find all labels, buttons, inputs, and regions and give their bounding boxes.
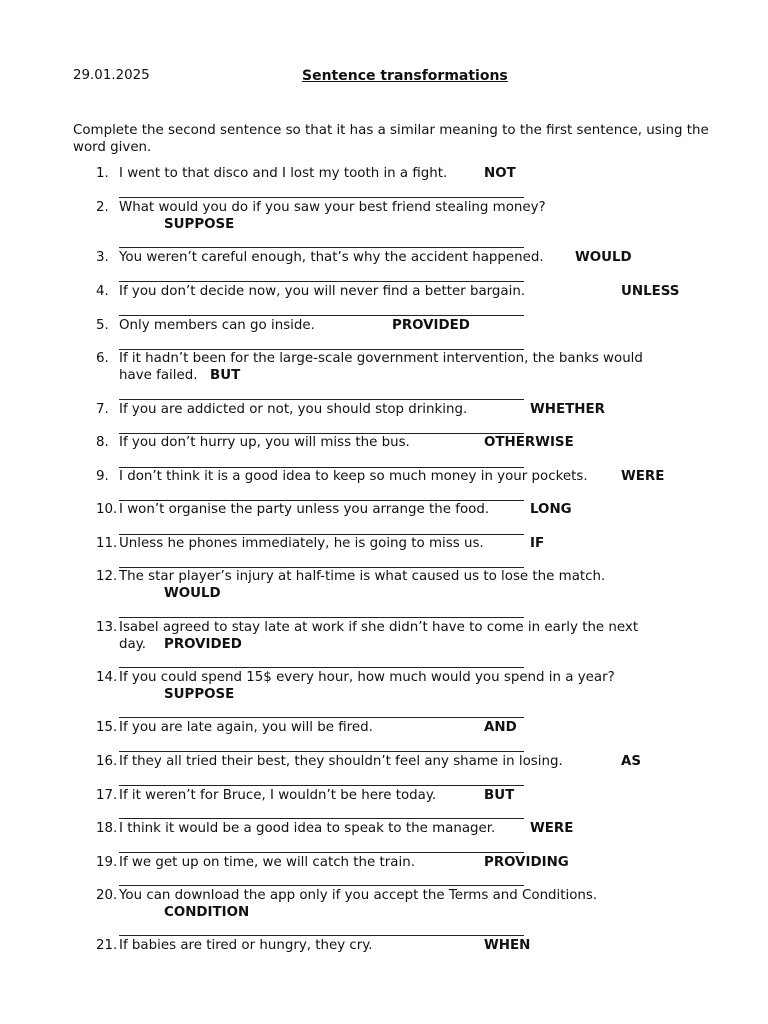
item-number: 6. [96,351,109,366]
keyword: SUPPOSE [164,217,235,232]
answer-line[interactable] [119,534,524,535]
item-sentence-continued: day. [119,637,146,652]
keyword: BUT [484,788,515,803]
answer-line[interactable] [119,667,524,668]
item-sentence: If they all tried their best, they shouldn’t feel any shame in losing. [119,754,563,769]
answer-line[interactable] [119,197,524,198]
item-sentence: Isabel agreed to stay late at work if she didn’t have to come in early the next [119,620,639,635]
answer-line[interactable] [119,399,524,400]
item-sentence: If we get up on time, we will catch the train. [119,855,415,870]
keyword: CONDITION [164,905,250,920]
answer-line[interactable] [119,751,524,752]
answer-line[interactable] [119,935,524,936]
keyword: SUPPOSE [164,687,235,702]
item-number: 19. [96,855,118,870]
item-sentence: You can download the app only if you accept the Terms and Conditions. [119,888,598,903]
keyword: WOULD [575,250,632,265]
item-number: 3. [96,250,109,265]
item-sentence: If babies are tired or hungry, they cry. [119,938,373,953]
item-sentence: I think it would be a good idea to speak to the manager. [119,821,496,836]
item-number: 4. [96,284,109,299]
item-number: 2. [96,200,109,215]
date: 29.01.2025 [73,68,150,83]
keyword: PROVIDING [484,855,569,870]
keyword: OTHERWISE [484,435,574,450]
answer-line[interactable] [119,617,524,618]
item-number: 20. [96,888,118,903]
page-title: Sentence transformations [302,68,508,84]
item-number: 15. [96,720,118,735]
item-sentence: The star player’s injury at half-time is what caused us to lose the match. [119,569,606,584]
item-number: 8. [96,435,109,450]
item-sentence: If you are addicted or not, you should stop drinking. [119,402,468,417]
item-sentence: If you could spend 15$ every hour, how much would you spend in a year? [119,670,615,685]
item-number: 1. [96,166,109,181]
answer-line[interactable] [119,717,524,718]
item-sentence: If it hadn’t been for the large-scale government intervention, the banks would [119,351,643,366]
item-number: 18. [96,821,118,836]
item-number: 7. [96,402,109,417]
item-number: 16. [96,754,118,769]
answer-line[interactable] [119,433,524,434]
item-number: 9. [96,469,109,484]
answer-line[interactable] [119,885,524,886]
item-number: 10. [96,502,118,517]
answer-line[interactable] [119,247,524,248]
keyword: IF [530,536,545,551]
answer-line[interactable] [119,315,524,316]
item-sentence: If you don’t hurry up, you will miss the bus. [119,435,410,450]
item-number: 13. [96,620,118,635]
keyword: PROVIDED [164,637,242,652]
answer-line[interactable] [119,818,524,819]
keyword: WHEN [484,938,531,953]
keyword: UNLESS [621,284,680,299]
item-number: 17. [96,788,118,803]
keyword: AS [621,754,642,769]
item-sentence: Unless he phones immediately, he is going to miss us. [119,536,484,551]
item-sentence: I went to that disco and I lost my tooth in a fight. [119,166,448,181]
instructions: Complete the second sentence so that it has a similar meaning to the first sentence, using the word given. [73,123,709,155]
answer-line[interactable] [119,500,524,501]
item-sentence: I won’t organise the party unless you arrange the food. [119,502,490,517]
keyword: NOT [484,166,516,181]
answer-line[interactable] [119,567,524,568]
answer-line[interactable] [119,852,524,853]
answer-line[interactable] [119,281,524,282]
item-sentence: If it weren’t for Bruce, I wouldn’t be here today. [119,788,437,803]
item-sentence: Only members can go inside. [119,318,315,333]
keyword: PROVIDED [392,318,470,333]
keyword: WERE [530,821,574,836]
item-sentence: If you don’t decide now, you will never find a better bargain. [119,284,526,299]
item-number: 12. [96,569,118,584]
item-sentence-continued: have failed. [119,368,198,383]
item-sentence: If you are late again, you will be fired. [119,720,373,735]
keyword: LONG [530,502,572,517]
keyword: AND [484,720,517,735]
keyword: WOULD [164,586,221,601]
item-number: 11. [96,536,118,551]
item-number: 5. [96,318,109,333]
answer-line[interactable] [119,785,524,786]
answer-line[interactable] [119,349,524,350]
answer-line[interactable] [119,467,524,468]
item-sentence: I don’t think it is a good idea to keep so much money in your pockets. [119,469,588,484]
keyword: WERE [621,469,665,484]
item-number: 21. [96,938,118,953]
keyword: WHETHER [530,402,605,417]
item-number: 14. [96,670,118,685]
item-sentence: What would you do if you saw your best friend stealing money? [119,200,546,215]
keyword: BUT [210,368,241,383]
item-sentence: You weren’t careful enough, that’s why the accident happened. [119,250,544,265]
